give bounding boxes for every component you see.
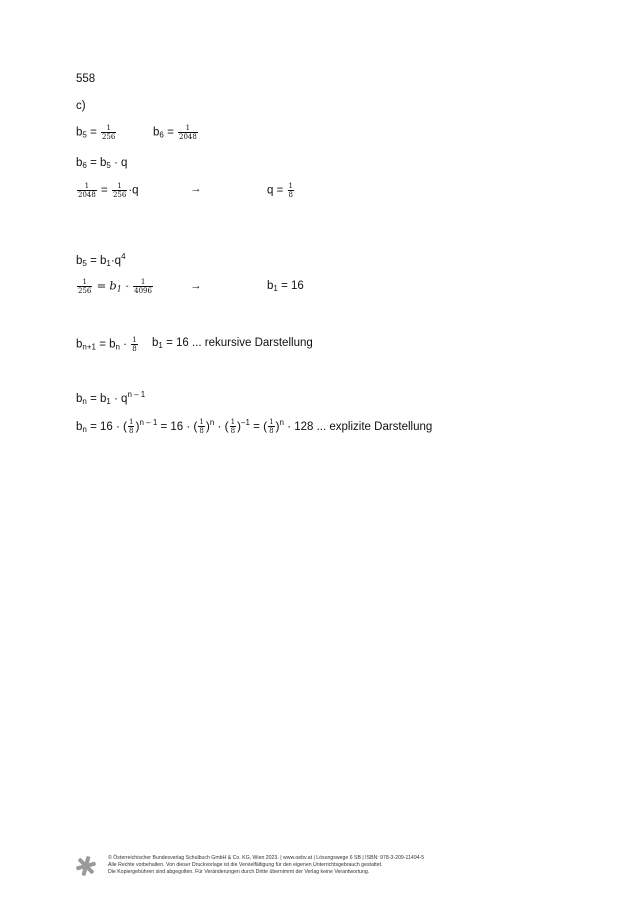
b5-label: b [76, 126, 83, 139]
b6-label: b [153, 126, 160, 139]
fraction-b5-value: $\frac{1}{256}$ [101, 124, 116, 141]
equals-sign: = [167, 126, 174, 139]
recursive-formula: $b_{n+1} = b_n$ · $\frac{1}{8}$ [76, 336, 137, 353]
result-b1: $b_1 = 16$ [267, 280, 304, 293]
explicit-formula: $b_n = 16$ · ( $\frac{1}{8}$ )$^{n - 1}$ = 16 · ( $\frac{1}{8}$ )$^n$ · ( $\frac{1}{8}$ )$^{-1}$ = ( $\frac{1}{8}$ )$^n$ · 128 ... explizite Darstellung [76, 418, 433, 436]
footer-line-1: © Österreichischer Bundesverlag Schulbuch GmbH & Co. KG, Wien 2023. | www.oebv.at | Lösungswege 6 SB | ISBN: 978-3-209-11494-5 [108, 855, 425, 861]
equals-sign: = [90, 126, 97, 139]
equation-b5-b6 [76, 124, 117, 141]
fraction-1-8: $\frac{1}{8}$ [129, 418, 134, 436]
recursive-start-value: $b_1 = 16$ ... rekursive Darstellung [152, 337, 313, 350]
fraction-1-8: $\frac{1}{8}$ [230, 418, 236, 436]
fraction-right: $\frac{1}{256}$ [112, 182, 127, 199]
equation-b5-b1-q4: $b_5 = b_1\cdot q^4$ [76, 252, 126, 268]
oebv-star-logo-icon [75, 855, 97, 877]
b5-subscript: 5 [82, 130, 87, 140]
fraction-q: $\frac{1}{8}$ [288, 182, 293, 199]
equation-solve-b1: $\frac{1}{256}$ = $b_1$ · $\frac{1}{4096}$ [78, 278, 152, 295]
arrow-right-icon: → [190, 280, 202, 292]
fraction-b6-value: $\frac{1}{2048}$ [178, 124, 197, 141]
fraction-left: $\frac{1}{256}$ [78, 278, 92, 295]
footer-line-2: Alle Rechte vorbehalten. Von dieser Druckvorlage ist die Vervielfältigung für den eigenen Unterrichtsgebrauch gestattet. [108, 862, 383, 868]
fraction-1-8: $\frac{1}{8}$ [269, 418, 274, 436]
footer-copyright [108, 855, 424, 876]
fraction-q: $\frac{1}{8}$ [132, 336, 137, 353]
general-formula: $b_n = b_1 \cdot q^{n - 1}$ [76, 390, 146, 406]
equation-b6-b5-q: $b_6 = b_5 \cdot q$ [76, 157, 128, 170]
equation-solve-q: $\frac{1}{2048}$ = $\frac{1}{256}$ ·q [78, 182, 139, 199]
b6-subscript: 6 [159, 130, 164, 140]
result-q: q = $\frac{1}{8}$ [267, 182, 293, 199]
equation-b6 [153, 124, 199, 141]
page-number: 558 [76, 73, 96, 85]
fraction-right: $\frac{1}{4096}$ [134, 278, 152, 295]
arrow-right-icon: → [190, 183, 202, 195]
fraction-1-8: $\frac{1}{8}$ [199, 418, 204, 436]
footer-line-3: Die Kopiergebühren sind abgegolten. Für Veränderungen durch Dritte übernimmt der Verlag keine Verantwortung. [108, 869, 370, 875]
part-label: c) [76, 100, 86, 112]
fraction-left: $\frac{1}{2048}$ [78, 182, 96, 199]
